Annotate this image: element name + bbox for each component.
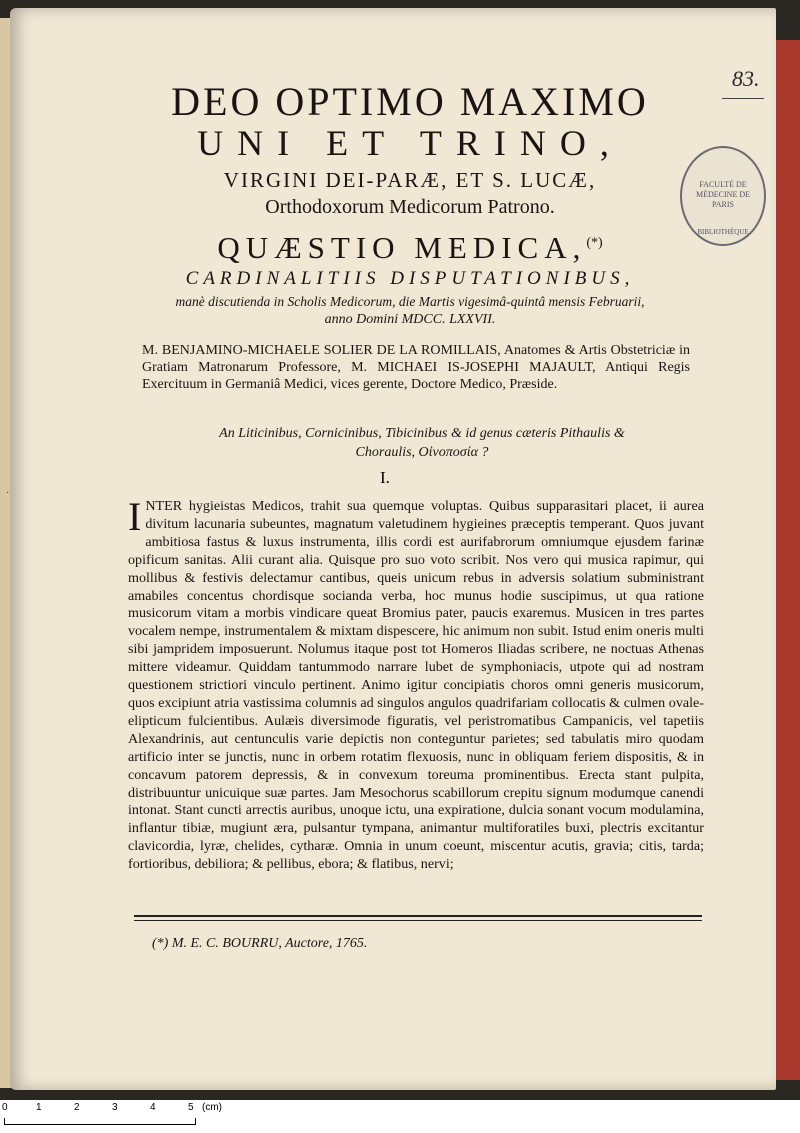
ruler-label: 0	[2, 1102, 8, 1113]
ruler-label: 5	[188, 1102, 194, 1113]
footnote: (*) M. E. C. BOURRU, Auctore, 1765.	[152, 936, 368, 951]
title-line-1: DEO OPTIMO MAXIMO	[171, 79, 649, 124]
question-line-1: An Liticinibus, Cornicinibus, Tibicinibus & id genus cæteris Pithaulis &	[219, 426, 625, 441]
ruler-label: 3	[112, 1102, 118, 1113]
ruler-label: 1	[36, 1102, 42, 1113]
ruler-scale-bar	[4, 1118, 196, 1125]
title-line-4: Orthodoxorum Medicorum Patrono.	[265, 196, 555, 218]
disputation-date: manè discutienda in Scholis Medicorum, die Martis vigesimâ-quintâ mensis Februarii,	[175, 294, 645, 309]
quaestio-text: QUÆSTIO MEDICA,	[217, 230, 587, 265]
quaestio-heading	[110, 230, 710, 266]
body-paragraph	[128, 498, 704, 874]
question-line-2: Choraulis, Οἰνοποσία ?	[355, 445, 489, 460]
participants-paragraph: M. BENJAMINO-MICHAELE SOLIER DE LA ROMILLAIS, Anatomes & Artis Obstetriciæ in Gratiam Matronarum Professore, M. MICHAEI IS-JOSEPHI MAJAULT, Antiqui Regis Exercituum in Germaniâ Medici, vices gerente, Doctore Medico, Præside.	[142, 343, 690, 392]
body-text: NTER hygieistas Medicos, trahit sua quemque voluptas. Quibus supparasitari placet, ii aurea divitum lacunaria subeuntes, magnatum valetudinem hygieines præceptis temperant. Quos juvant ambitiosa fastus & luxus instrumenta, illis cordi est aurifabrorum omniumque ejusdem farinæ opificum sanitas. Alii curant alia. Quisque pro suo voto scribit. Nos vero qui musica rapimur, qui mollibus & festivis delectamur cantibus, queis unicum rebus in adversis solatium subministrant amabiles concentus chordisque socianda verba, hoc munus hodie suscipimus, ut qua ratione musicorum vitam a morbis vindicare queat Bromius pater, paucis exaremus. Musicen in tres partes vocalem nempe, instrumentalem & mixtam dispescere, hic animum non subit. Istud enim oneris multi sibi jampridem imposuerunt. Nolumus itaque post tot Homeros Iliadas scribere, ne noctuas Athenas mittere videamur. Quiddam tantummodo narrare lubet de symphoniacis, utpote qui ad nostram questionem strictiori vinculo pertinent. Animo igitur concipiatis choros omni generis musicorum, quos excipiunt atria vastissima columnis ad singulos angulos quadrifariam collocatis & culmen ovale-elipticum fulcientibus. Aulæis diversimode figuratis, vel peristromatibus Campanicis, vel tapetiis Alexandrinis, aut centunculis varie depictis non conteguntur parietes; sed tabulatis miro quodam artificio inter se junctis, nunc in orbem rotatim flexuosis, nunc in obliquam feriem dispositis, & in concavum patorem depressis, & in convexum toreuma prominentibus. Erecta stant pulpita, distribuuntur unicuique suæ partes. Jam Mesochorus scabillorum crepitu signum modumque canendi intonat. Stant cuncti arrectis auribus, unoque ictu, una expiratione, dulcia sonant vocum modulamina, inflantur tibiæ, mugiunt æra, pulsantur tympana, animantur multiforatiles buxi, plectris excitantur clavicordia, lyræ, chelides, cytharæ. Omnia in unum coeunt, miscentur acutis, gravia; citis, tarda; fortioribus, debiliora; & pellibus, ebora; & flatibus, nervi;	[128, 498, 704, 873]
stamp-text: FACULTÉ DE MÉDECINE DE PARIS	[696, 180, 750, 209]
footnote-rule	[134, 915, 702, 917]
previous-page-edge: ·	[0, 18, 25, 1088]
footnote-rule-thin	[134, 920, 702, 921]
page	[10, 8, 776, 1090]
stamp-subtext: BIBLIOTHÈQUE	[697, 228, 749, 236]
folio-underline	[722, 98, 764, 99]
section-number: I.	[380, 468, 390, 487]
body-text-block	[128, 498, 704, 910]
drop-capital: I	[128, 498, 142, 539]
scale-ruler	[0, 1100, 800, 1133]
page-edge-red	[776, 40, 800, 1080]
folio-number: 83.	[732, 66, 760, 91]
disputation-heading: CARDINALITIIS DISPUTATIONIBUS,	[185, 268, 635, 289]
title-line-3: VIRGINI DEI-PARÆ, ET S. LUCÆ,	[223, 168, 597, 192]
footnote-mark: (*)	[586, 235, 603, 251]
ruler-label: 2	[74, 1102, 80, 1113]
title-line-2: UNI ET TRINO,	[197, 123, 623, 163]
ruler-unit: (cm)	[202, 1102, 222, 1113]
disputation-year: anno Domini MDCC. LXXVII.	[324, 312, 496, 327]
ruler-label: 4	[150, 1102, 156, 1113]
